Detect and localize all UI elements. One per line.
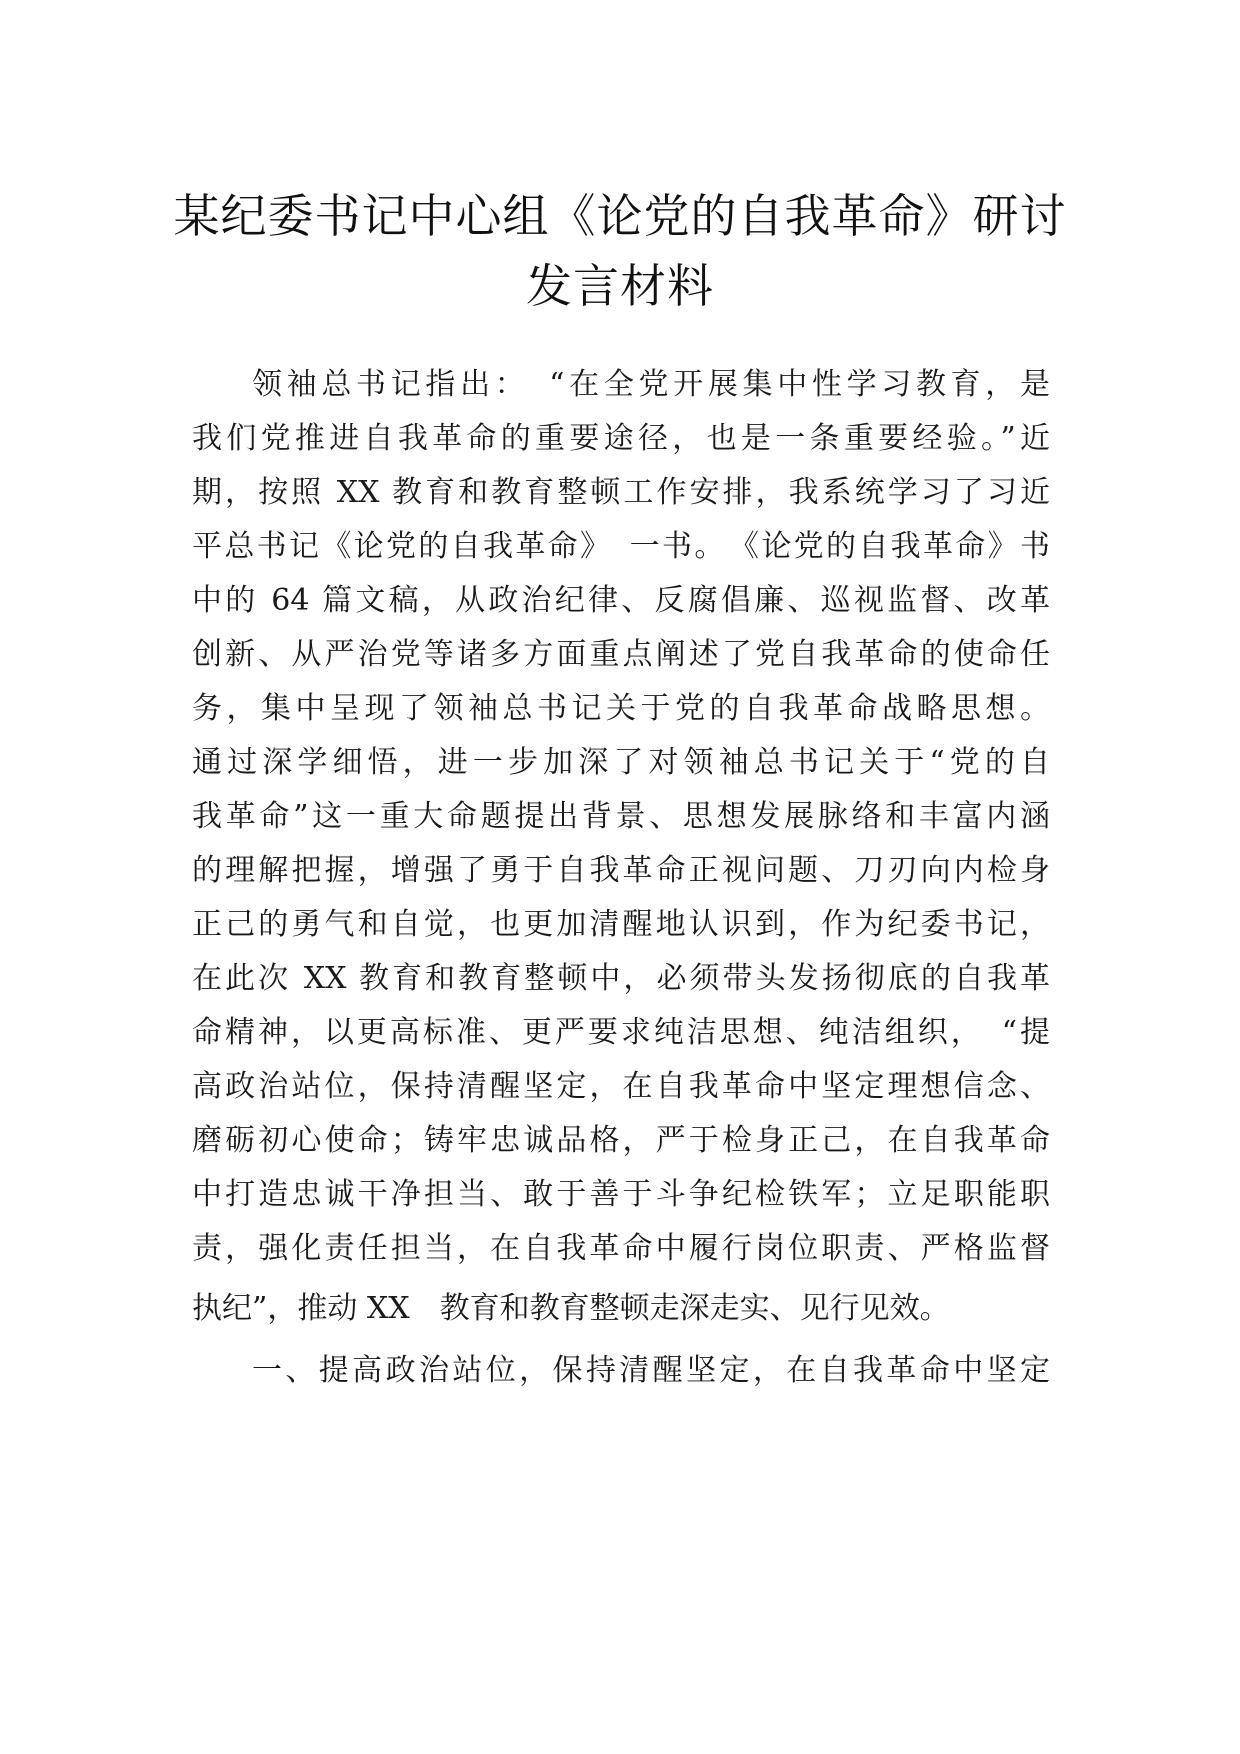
paragraph-line: 平总书记《论党的自我革命》 一书。 《论党的自我革命》书 bbox=[192, 529, 1050, 564]
document-title-line-1: 某纪委书记中心组《论党的自我革命》研讨 bbox=[173, 189, 1067, 243]
paragraph-line: 领袖总书记指出： “在全党开展集中性学习教育，是 bbox=[252, 367, 1050, 402]
paragraph-line: 执纪”，推动 XX 教育和教育整顿走深走实、见行见效。 bbox=[192, 1291, 950, 1326]
paragraph-line: 高政治站位，保持清醒坚定，在自我革命中坚定理想信念、 bbox=[192, 1069, 1050, 1104]
paragraph-line: 命精神，以更高标准、更严要求纯洁思想、纯洁组织， “提 bbox=[192, 1015, 1050, 1050]
paragraph-line: 中的 64 篇文稿，从政治纪律、反腐倡廉、巡视监督、改革 bbox=[192, 583, 1050, 618]
paragraph-line: 我们党推进自我革命的重要途径，也是一条重要经验。”近 bbox=[192, 421, 1050, 456]
document-title-line-2: 发言材料 bbox=[526, 259, 714, 313]
paragraph-line: 的理解把握，增强了勇于自我革命正视问题、刀刃向内检身 bbox=[192, 853, 1050, 888]
paragraph-line: 磨砺初心使命；铸牢忠诚品格，严于检身正己，在自我革命 bbox=[192, 1123, 1050, 1158]
paragraph-line: 我革命”这一重大命题提出背景、思想发展脉络和丰富内涵 bbox=[192, 799, 1050, 834]
paragraph-line: 务，集中呈现了领袖总书记关于党的自我革命战略思想。 bbox=[192, 691, 1050, 726]
paragraph-line: 责，强化责任担当，在自我革命中履行岗位职责、严格监督 bbox=[192, 1231, 1050, 1266]
paragraph-line: 中打造忠诚干净担当、敢于善于斗争纪检铁军；立足职能职 bbox=[192, 1177, 1050, 1212]
paragraph-line: 正己的勇气和自觉，也更加清醒地认识到，作为纪委书记， bbox=[192, 907, 1050, 942]
paragraph-line: 期，按照 XX 教育和教育整顿工作安排，我系统学习了习近 bbox=[192, 475, 1050, 510]
paragraph-line: 创新、从严治党等诸多方面重点阐述了党自我革命的使命任 bbox=[192, 637, 1050, 672]
paragraph-line: 通过深学细悟，进一步加深了对领袖总书记关于“党的自 bbox=[192, 745, 1050, 780]
paragraph-line: 在此次 XX 教育和教育整顿中，必须带头发扬彻底的自我革 bbox=[192, 961, 1050, 996]
section-heading: 一、提高政治站位，保持清醒坚定，在自我革命中坚定 bbox=[252, 1353, 1050, 1388]
